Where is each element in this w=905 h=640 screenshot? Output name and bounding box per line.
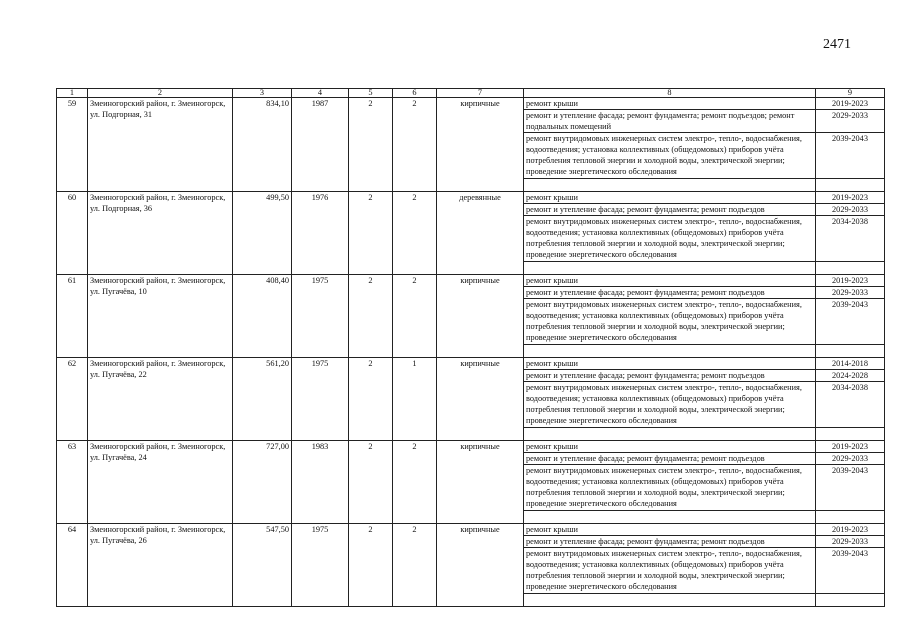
floors-cell: 2	[349, 441, 393, 524]
address-cell: Змеиногорский район, г. Змеиногорск, ул. Пугачёва, 10	[88, 275, 233, 358]
work-period: 2029-2033	[816, 453, 885, 465]
floors-cell: 2	[349, 275, 393, 358]
column-header: 6	[393, 89, 437, 98]
work-description: ремонт внутридомовых инженерных систем электро-, тепло-, водоснабжения, водоотведения; установка коллективных (общедомовых) приборов учёта потребления тепловой энергии и холодной воды, электрической энергии; проведение энергетического обследования	[524, 382, 816, 428]
spacer-cell	[816, 262, 885, 275]
address-cell: Змеиногорский район, г. Змеиногорск, ул. Подгорная, 36	[88, 192, 233, 275]
work-period: 2029-2033	[816, 110, 885, 133]
column-header: 5	[349, 89, 393, 98]
work-description: ремонт и утепление фасада; ремонт фундамента; ремонт подъездов	[524, 204, 816, 216]
work-period: 2039-2043	[816, 548, 885, 594]
work-description: ремонт внутридомовых инженерных систем электро-, тепло-, водоснабжения, водоотведения; установка коллективных (общедомовых) приборов учёта потребления тепловой энергии и холодной воды, электрической энергии; проведение энергетического обследования	[524, 216, 816, 262]
spacer-cell	[524, 345, 816, 358]
year-cell: 1975	[292, 275, 349, 358]
work-period: 2029-2033	[816, 287, 885, 299]
area-cell: 727,00	[233, 441, 292, 524]
page-number: 2471	[823, 37, 851, 52]
table-row	[57, 358, 885, 370]
work-description: ремонт крыши	[524, 98, 816, 110]
wall-material-cell: кирпичные	[437, 98, 524, 192]
entrances-cell: 2	[393, 441, 437, 524]
work-description: ремонт внутридомовых инженерных систем электро-, тепло-, водоснабжения, водоотведения; установка коллективных (общедомовых) приборов учёта потребления тепловой энергии и холодной воды, электрической энергии; проведение энергетического обследования	[524, 133, 816, 179]
work-period: 2019-2023	[816, 275, 885, 287]
column-header: 9	[816, 89, 885, 98]
column-header: 8	[524, 89, 816, 98]
floors-cell: 2	[349, 358, 393, 441]
area-cell: 499,50	[233, 192, 292, 275]
work-description: ремонт внутридомовых инженерных систем электро-, тепло-, водоснабжения, водоотведения; установка коллективных (общедомовых) приборов учёта потребления тепловой энергии и холодной воды, электрической энергии; проведение энергетического обследования	[524, 299, 816, 345]
year-cell: 1983	[292, 441, 349, 524]
address-cell: Змеиногорский район, г. Змеиногорск, ул. Подгорная, 31	[88, 98, 233, 192]
column-header: 2	[88, 89, 233, 98]
wall-material-cell: деревянные	[437, 192, 524, 275]
work-period: 2039-2043	[816, 299, 885, 345]
table-row	[57, 524, 885, 536]
spacer-cell	[524, 262, 816, 275]
table-row	[57, 192, 885, 204]
address-cell: Змеиногорский район, г. Змеиногорск, ул. Пугачёва, 26	[88, 524, 233, 607]
spacer-cell	[524, 428, 816, 441]
entrances-cell: 2	[393, 524, 437, 607]
spacer-cell	[524, 511, 816, 524]
floors-cell: 2	[349, 98, 393, 192]
spacer-cell	[816, 428, 885, 441]
floors-cell: 2	[349, 192, 393, 275]
work-description: ремонт и утепление фасада; ремонт фундамента; ремонт подъездов	[524, 370, 816, 382]
area-cell: 408,40	[233, 275, 292, 358]
work-period: 2019-2023	[816, 441, 885, 453]
work-period: 2019-2023	[816, 98, 885, 110]
entrances-cell: 1	[393, 358, 437, 441]
row-number: 60	[57, 192, 88, 275]
work-description: ремонт внутридомовых инженерных систем электро-, тепло-, водоснабжения, водоотведения; установка коллективных (общедомовых) приборов учёта потребления тепловой энергии и холодной воды, электрической энергии; проведение энергетического обследования	[524, 548, 816, 594]
year-cell: 1975	[292, 358, 349, 441]
work-description: ремонт и утепление фасада; ремонт фундамента; ремонт подъездов	[524, 536, 816, 548]
row-number: 61	[57, 275, 88, 358]
repair-schedule-table	[56, 88, 885, 607]
spacer-cell	[816, 511, 885, 524]
work-period: 2029-2033	[816, 536, 885, 548]
entrances-cell: 2	[393, 275, 437, 358]
row-number: 62	[57, 358, 88, 441]
work-description: ремонт крыши	[524, 192, 816, 204]
row-number: 64	[57, 524, 88, 607]
table-row	[57, 98, 885, 110]
wall-material-cell: кирпичные	[437, 524, 524, 607]
spacer-cell	[524, 594, 816, 607]
work-period: 2039-2043	[816, 133, 885, 179]
column-header: 7	[437, 89, 524, 98]
year-cell: 1976	[292, 192, 349, 275]
header-row	[57, 89, 885, 98]
work-description: ремонт внутридомовых инженерных систем электро-, тепло-, водоснабжения, водоотведения; установка коллективных (общедомовых) приборов учёта потребления тепловой энергии и холодной воды, электрической энергии; проведение энергетического обследования	[524, 465, 816, 511]
work-description: ремонт крыши	[524, 358, 816, 370]
entrances-cell: 2	[393, 98, 437, 192]
work-period: 2039-2043	[816, 465, 885, 511]
work-period: 2019-2023	[816, 524, 885, 536]
column-header: 1	[57, 89, 88, 98]
spacer-cell	[816, 594, 885, 607]
work-description: ремонт и утепление фасада; ремонт фундамента; ремонт подъездов	[524, 453, 816, 465]
address-cell: Змеиногорский район, г. Змеиногорск, ул. Пугачёва, 24	[88, 441, 233, 524]
column-header: 4	[292, 89, 349, 98]
table-row	[57, 441, 885, 453]
area-cell: 561,20	[233, 358, 292, 441]
spacer-cell	[816, 345, 885, 358]
entrances-cell: 2	[393, 192, 437, 275]
work-period: 2019-2023	[816, 192, 885, 204]
row-number: 59	[57, 98, 88, 192]
floors-cell: 2	[349, 524, 393, 607]
wall-material-cell: кирпичные	[437, 441, 524, 524]
work-period: 2034-2038	[816, 382, 885, 428]
row-number: 63	[57, 441, 88, 524]
spacer-cell	[816, 179, 885, 192]
wall-material-cell: кирпичные	[437, 275, 524, 358]
area-cell: 547,50	[233, 524, 292, 607]
work-description: ремонт крыши	[524, 275, 816, 287]
work-description: ремонт крыши	[524, 524, 816, 536]
work-description: ремонт и утепление фасада; ремонт фундамента; ремонт подъездов; ремонт подвальных помещений	[524, 110, 816, 133]
address-cell: Змеиногорский район, г. Змеиногорск, ул. Пугачёва, 22	[88, 358, 233, 441]
wall-material-cell: кирпичные	[437, 358, 524, 441]
year-cell: 1975	[292, 524, 349, 607]
work-period: 2034-2038	[816, 216, 885, 262]
spacer-cell	[524, 179, 816, 192]
work-description: ремонт крыши	[524, 441, 816, 453]
work-period: 2024-2028	[816, 370, 885, 382]
column-header: 3	[233, 89, 292, 98]
year-cell: 1987	[292, 98, 349, 192]
table-row	[57, 275, 885, 287]
area-cell: 834,10	[233, 98, 292, 192]
work-period: 2014-2018	[816, 358, 885, 370]
work-description: ремонт и утепление фасада; ремонт фундамента; ремонт подъездов	[524, 287, 816, 299]
work-period: 2029-2033	[816, 204, 885, 216]
